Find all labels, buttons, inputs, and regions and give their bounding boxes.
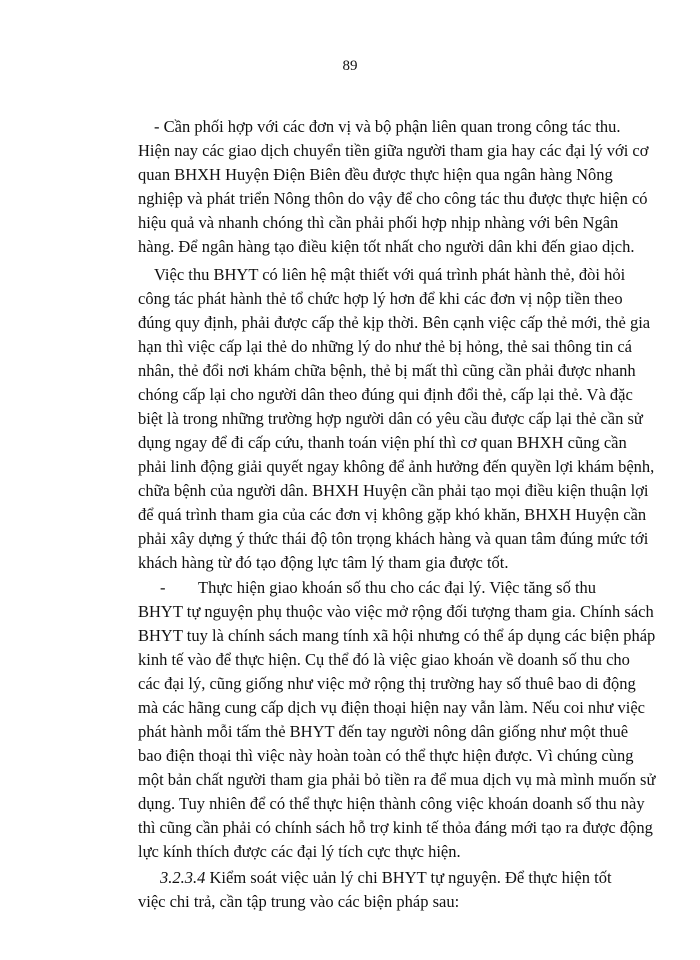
text-line: mà các hãng cung cấp dịch vụ điện thoại hiện nay vẫn làm. Nếu coi như việc <box>138 698 645 717</box>
text-line: một bản chất người tham gia phải bỏ tiền ra để mua dịch vụ mà mình muốn sử <box>138 770 656 789</box>
text-line: công tác phát hành thẻ tổ chức hợp lý hơn để khi các đơn vị nộp tiền theo <box>138 289 623 308</box>
text-line: quan BHXH Huyện Điện Biên đều được thực hiện qua ngân hàng Nông <box>138 165 613 184</box>
text-line: - Cần phối hợp với các đơn vị và bộ phận liên quan trong công tác thu. <box>154 117 621 136</box>
text-line: nhân, thẻ đổi nơi khám chữa bệnh, thẻ bị mất thì cũng cần phải được nhanh <box>138 361 636 380</box>
text-line: chữa bệnh của người dân. BHXH Huyện cần phải tạo mọi điều kiện thuận lợi <box>138 481 649 500</box>
text-line-content: Kiểm soát việc uản lý chi BHYT tự nguyện. Để thực hiện tốt <box>209 868 612 887</box>
text-line: đúng quy định, phải được cấp thẻ kịp thời. Bên cạnh việc cấp thẻ mới, thẻ gia <box>138 313 651 332</box>
text-line: để quá trình tham gia của các đơn vị không gặp khó khăn, BHXH Huyện cần <box>138 505 647 524</box>
section-number: 3.2.3.4 <box>160 868 206 887</box>
text-line: khách hàng từ đó tạo động lực tâm lý tham gia được tốt. <box>138 553 509 572</box>
text-line: bao điện thoại thì việc này hoàn toàn có thể thực hiện được. Vì chúng cùng <box>138 746 634 765</box>
text-line: phát hành mỗi tấm thẻ BHYT đến tay người nông dân giống như một thuê <box>138 722 629 741</box>
text-line: hàng. Để ngân hàng tạo điều kiện tốt nhất cho người dân khi đến giao dịch. <box>138 237 635 256</box>
text-line: việc chi trả, cần tập trung vào các biện pháp sau: <box>138 892 460 911</box>
list-dash: - <box>160 578 166 597</box>
text-line: chóng cấp lại cho người dân theo đúng qui định đổi thẻ, cấp lại thẻ. Và đặc <box>138 385 633 404</box>
text-line: phải xây dựng ý thức thái độ tôn trọng khách hàng và quan tâm đúng mức tới <box>138 529 649 548</box>
text-line: hạn thì việc cấp lại thẻ do những lý do như thẻ bị hỏng, thẻ sai thông tin cá <box>138 337 632 356</box>
section-heading <box>160 868 612 888</box>
text-line: các đại lý, cũng giống như việc mở rộng thị trường hay số thuê bao di động <box>138 674 636 693</box>
text-line: kinh tế vào để thực hiện. Cụ thể đó là việc giao khoán về doanh số thu cho <box>138 650 630 669</box>
text-line: BHYT tuy là chính sách mang tính xã hội nhưng có thể áp dụng các biện pháp <box>138 626 656 645</box>
page-number: 89 <box>342 58 358 74</box>
text-line: dụng. Tuy nhiên để có thể thực hiện thành công việc khoán doanh số thu này <box>138 794 645 813</box>
text-line: lực kính thích được các đại lý tích cực thực hiện. <box>138 842 461 861</box>
text-line <box>160 578 596 598</box>
text-line-content: Thực hiện giao khoán số thu cho các đại lý. Việc tăng số thu <box>198 578 597 597</box>
text-line: biệt là trong những trường hợp người dân có yêu cầu được cấp lại thẻ cần sử <box>138 409 643 428</box>
text-line: nghiệp và phát triển Nông thôn do vậy để cho công tác thu được thực hiện có <box>138 189 648 208</box>
text-line: phải linh động giải quyết ngay không để ảnh hưởng đến quyền lợi khám bệnh, <box>138 457 655 476</box>
text-line: dụng ngay để đi cấp cứu, thanh toán viện phí thì cơ quan BHXH cũng cần <box>138 433 627 452</box>
text-line: thì cũng cần phải có chính sách hỗ trợ kinh tế thỏa đáng mới tạo ra được động <box>138 818 653 837</box>
text-line: BHYT tự nguyện phụ thuộc vào việc mở rộng đối tượng tham gia. Chính sách <box>138 602 654 621</box>
text-line: hiệu quả và nhanh chóng thì cần phải phối hợp nhịp nhàng với bên Ngân <box>138 213 619 232</box>
text-line: Việc thu BHYT có liên hệ mật thiết với quá trình phát hành thẻ, đòi hỏi <box>154 265 626 284</box>
text-line: Hiện nay các giao dịch chuyển tiền giữa người tham gia hay các đại lý với cơ <box>138 141 649 160</box>
